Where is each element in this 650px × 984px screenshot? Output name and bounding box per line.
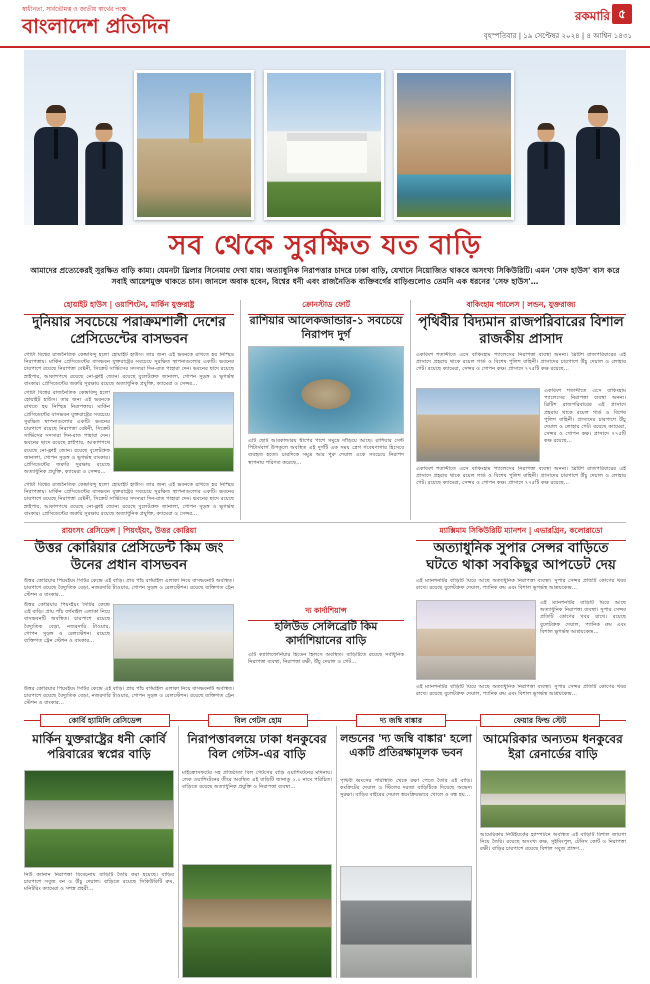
hero-illustration (24, 50, 626, 225)
mansion-body: এই ম্যানশনটির বাড়িটি ঘিরে আছে অত্যাধুনিক নিরাপত্তা ব্যবস্থা। সুপার সেন্সর প্রতিটি কোণের খবর রাখে। রয়েছে বুলেটপ্রুফ দেয়াল, প্যানিক রুম এবং বিশাল ভূগর্ভস্থ আশ্রয়কেন্দ্র… (416, 578, 626, 592)
buckingham-palace-photo (416, 388, 540, 462)
white-house-body-continued: গোটা বিশ্বের রাজনৈতিক কেন্দ্রবিন্দু হলো হোয়াইট হাউস। তার জন্য এই ভবনকে রাখতে হয় নিশ্ছিদ্র নিরাপত্তায়। মার্কিন প্রেসিডেন্টের বাসভবন যুক্তরাষ্ট্রের সবচেয়ে সুরক্ষিত স্থাপনাগুলোর একটি। ভবনের চারপাশে রয়েছে নিরাপত্তা বেষ্টনী, সিক্রেট সার্ভিসের সদস্যরা দিন-রাত পাহারা দেন। ভবনের ছাদে রয়েছে স্নাইপার, আকাশপথে রয়েছে নো-ফ্লাই জোন। রয়েছে বুলেটপ্রুফ জানালা, গোপন সুড়ঙ্গ ও ভূগর্ভস্থ বাংকার। প্রেসিডেন্টের জরুরি সুরক্ষায় রয়েছে অত্যাধুনিক প্রযুক্তি, ক্যামেরা ও সেন্সর… (24, 390, 110, 476)
page-number: ৫ (612, 4, 632, 24)
logo-tagline: স্বাধীনতা, সার্বভৌমত্ব ও জাতীয় স্বার্থের পক্ষে (22, 6, 127, 13)
main-headline: সব থেকে সুরক্ষিত যত বাড়ি (168, 230, 482, 261)
kim-residence-body-end: উত্তর কোরিয়ার পিয়ংইয়ং সিটির কেন্দ্রে এই বাড়ি। প্রায় পাঁচ বর্গমাইল এলাকা নিয়ে বাসভবনটি অবস্থিত। চারপাশে রয়েছে বৈদ্যুতিক বেড়া, নজরদারি টাওয়ার, গোপন সুড়ঙ্গ ও রেলস্টেশন। রয়েছে ব্যক্তিগত ট্রেন স্টেশন ও বাংকার… (24, 686, 234, 707)
logo-text: বাংলাদেশ প্রতিদিন (22, 14, 170, 38)
kardashian-body: এটি ক্যালিফোর্নিয়ার হিডেন হিলসে অবস্থিত। বাড়িটিতে রয়েছে সর্বাধুনিক নিরাপত্তা ব্যবস্থা, নিরাপত্তা রক্ষী, উঁচু দেয়াল ও গেট… (248, 652, 404, 666)
security-guard-illustration (572, 105, 624, 225)
corey-label: কোর্বি হ্যামিলি রেসিডেন্স (40, 714, 170, 727)
kronstadt-heading[interactable]: রাশিয়ার আলেকজান্ডার-১ সবচেয়ে নিরাপদ দুর্গ (249, 314, 403, 341)
kim-residence-body: উত্তর কোরিয়ার পিয়ংইয়ং সিটির কেন্দ্রে এই বাড়ি। প্রায় পাঁচ বর্গমাইল এলাকা নিয়ে বাসভবনটি অবস্থিত। চারপাশে রয়েছে বৈদ্যুতিক বেড়া, নজরদারি টাওয়ার, গোপন সুড়ঙ্গ ও রেলস্টেশন। রয়েছে ব্যক্তিগত ট্রেন স্টেশন ও বাংকার… (24, 578, 234, 599)
kardashian-kicker: দ্য কার্দাশিয়ান্স (248, 606, 404, 621)
security-mansion-photo (416, 600, 536, 680)
fair-field-heading[interactable]: আমেরিকার অন্যতম ধনকুবের ইরা রেনার্ডের বাড়ি (483, 732, 623, 761)
white-house-body: গোটা বিশ্বের রাজনৈতিক কেন্দ্রবিন্দু হলো হোয়াইট হাউস। তার জন্য এই ভবনকে রাখতে হয় নিশ্ছিদ্র নিরাপত্তায়। মার্কিন প্রেসিডেন্টের বাসভবন যুক্তরাষ্ট্রের সবচেয়ে সুরক্ষিত স্থাপনাগুলোর একটি। ভবনের চারপাশে রয়েছে নিরাপত্তা বেষ্টনী, সিক্রেট সার্ভিসের সদস্যরা দিন-রাত পাহারা দেন। ভবনের ছাদে রয়েছে স্নাইপার, আকাশপথে রয়েছে নো-ফ্লাই জোন। রয়েছে বুলেটপ্রুফ জানালা, গোপন সুড়ঙ্গ ও ভূগর্ভস্থ বাংকার। প্রেসিডেন্টের জরুরি সুরক্ষায় রয়েছে অত্যাধুনিক প্রযুক্তি, ক্যামেরা ও সেন্সর… (24, 352, 234, 387)
section-name: রকমারি (574, 9, 610, 23)
fair-field-label: ফেয়ার ফিল্ড স্টেট (480, 714, 600, 727)
mansion-body-end: এই ম্যানশনটির বাড়িটি ঘিরে আছে অত্যাধুনিক নিরাপত্তা ব্যবস্থা। সুপার সেন্সর প্রতিটি কোণের খবর রাখে। রয়েছে বুলেটপ্রুফ দেয়াল, প্যানিক রুম এবং বিশাল ভূগর্ভস্থ আশ্রয়কেন্দ্র… (416, 684, 626, 698)
row-divider (24, 522, 626, 523)
white-house-kicker: হোয়াইট হাউস | ওয়াশিংটন, মার্কিন যুক্তরাষ্ট্র (24, 300, 234, 315)
bunker-label: দ্য জম্বি বাঙ্কার (356, 714, 446, 727)
column-divider (178, 726, 179, 978)
white-house-photo (113, 392, 234, 472)
dateline: বৃহস্পতিবার | ১৯ সেপ্টেম্বর ২০২৪ | ৪ আশ্বিন ১৪৩১ (483, 32, 632, 40)
newspaper-logo[interactable] (22, 6, 172, 40)
kim-residence-heading[interactable]: উত্তর কোরিয়ার প্রেসিডেন্ট কিম জং উনের প্রধান বাসভবন (34, 540, 224, 573)
kronstadt-fort-photo (248, 346, 404, 434)
kim-residence-kicker: রায়ংসং রেসিডেন্স | পিয়ংইয়ং, উত্তর কোরিয়া (24, 526, 234, 541)
masthead (0, 0, 650, 48)
buckingham-body: একবিংশ শতাব্দীতে এসে বাকিংহাম প্যালেসের নিরাপত্তা ব্যবস্থা অনন্য। ব্রিটিশ রাজপরিবারের এই প্রাসাদে প্রহরায় থাকে রয়েল গার্ড ও বিশেষ পুলিশ বাহিনী। প্রাসাদের চারপাশে উঁচু দেয়াল ও লোহার গেট। রয়েছে ক্যামেরা, সেন্সর ও গোপন কক্ষ। প্রাসাদে ৭৭৫টি কক্ষ রয়েছে… (416, 352, 626, 373)
zombie-bunker-photo (340, 866, 472, 978)
gates-heading[interactable]: নিরাপত্তাবলয়ে ঢাকা ধনকুবের বিল গেটস-এর বাড়ি (187, 732, 327, 761)
gates-body: মাইক্রোসফটের সহ প্রতিষ্ঠাতা বিল গেটসের বাড়ি ওয়াশিংটনের মদিনায়। লেক ওয়াশিংটনের তীরে অবস্থিত এই বাড়িটি জানাডু ২.০ নামে পরিচিত। বাড়িতে রয়েছে অত্যাধুনিক প্রযুক্তি ও নিরাপত্তা ব্যবস্থা… (182, 770, 332, 791)
kardashian-heading[interactable]: হলিউড সেলিব্রেটি কিম কার্দাশিয়ানের বাড়ি (274, 620, 378, 647)
buckingham-body-side: একবিংশ শতাব্দীতে এসে বাকিংহাম প্যালেসের নিরাপত্তা ব্যবস্থা অনন্য। ব্রিটিশ রাজপরিবারের এই প্রাসাদে প্রহরায় থাকে রয়েল গার্ড ও বিশেষ পুলিশ বাহিনী। প্রাসাদের চারপাশে উঁচু দেয়াল ও লোহার গেট। রয়েছে ক্যামেরা, সেন্সর ও গোপন কক্ষ। প্রাসাদে ৭৭৫টি কক্ষ রয়েছে… (544, 388, 626, 445)
white-house-body-end: গোটা বিশ্বের রাজনৈতিক কেন্দ্রবিন্দু হলো হোয়াইট হাউস। তার জন্য এই ভবনকে রাখতে হয় নিশ্ছিদ্র নিরাপত্তায়। মার্কিন প্রেসিডেন্টের বাসভবন যুক্তরাষ্ট্রের সবচেয়ে সুরক্ষিত স্থাপনাগুলোর একটি। ভবনের চারপাশে রয়েছে নিরাপত্তা বেষ্টনী, সিক্রেট সার্ভিসের সদস্যরা দিন-রাত পাহারা দেন। ভবনের ছাদে রয়েছে স্নাইপার, আকাশপথে রয়েছে নো-ফ্লাই জোন। রয়েছে বুলেটপ্রুফ জানালা, গোপন সুড়ঙ্গ ও ভূগর্ভস্থ বাংকার। প্রেসিডেন্টের জরুরি সুরক্ষায় রয়েছে অত্যাধুনিক প্রযুক্তি, ক্যামেরা ও সেন্সর… (24, 482, 234, 517)
white-house-photo (264, 70, 384, 220)
buckingham-kicker: বাকিংহাম প্যালেস | লন্ডন, যুক্তরাজ্য (416, 300, 626, 315)
column-divider (240, 300, 241, 520)
column-divider (336, 726, 337, 978)
security-guard-illustration (30, 105, 82, 225)
corey-body: নিউ ক্যানান নিরাপত্তা বিবেচনায় বাড়িটি তৈরি করা হয়েছে। বাড়ির চারপাশে সবুজ বন ও উঁচু দেয়াল। বাড়িতে রয়েছে সিকিউরিটি রুম, মনিটরিং ক্যামেরা ও সশস্ত্র প্রহরী… (24, 872, 174, 893)
kronstadt-kicker: ক্রোনস্টাড ফোর্ট (248, 300, 404, 315)
fair-field-body: আমেরিকার নিউইয়র্কের হ্যাম্পটনে অবস্থিত এই বাড়িটি বিশাল জায়গা নিয়ে তৈরি। রয়েছে অসংখ্য কক্ষ, সুইমিংপুল, টেনিস কোর্ট ও নিরাপত্তা রক্ষী। বাড়ির চারপাশে রয়েছে বিশাল সবুজ প্রাঙ্গণ… (480, 832, 626, 853)
mansion-body-right: এই ম্যানশনটির বাড়িটি ঘিরে আছে অত্যাধুনিক নিরাপত্তা ব্যবস্থা। সুপার সেন্সর প্রতিটি কোণের খবর রাখে। রয়েছে বুলেটপ্রুফ দেয়াল, প্যানিক রুম এবং বিশাল ভূগর্ভস্থ আশ্রয়কেন্দ্র… (540, 600, 626, 635)
fair-field-estate-photo (480, 770, 626, 828)
bunker-heading[interactable]: লন্ডনের 'দ্য জম্বি বাঙ্কার' হলো একটি প্রতিরক্ষামূলক ভবন (340, 732, 472, 759)
column-divider (410, 300, 411, 520)
column-divider (476, 726, 477, 978)
white-house-heading[interactable]: দুনিয়ার সবচেয়ে পরাক্রমশালী দেশের প্রেসিডেন্টের বাসভবন (32, 314, 226, 347)
intro-paragraph: আমাদের প্রত্যেকেরই সুরক্ষিত বাড়ি কাম্য। যেমনটা থ্রিলার সিনেমায় দেখা যায়। অত্যাধুনিক নিরাপত্তার চাদরে ঢাকা বাড়ি, যেখানে নিয়োজিত থাকবে অসংখ্য সিকিউরিটি। এমন 'সেফ হাউস' বাস করে সবাই আয়েশমুক্ত থাকতে চান। জানলে অবাক হবেন, বিশ্বের ধনী এবং রাজনৈতিক ব্যক্তিবর্গের বাড়িগুলোও তেমনি এক ধরনের 'সেফ হাউস'… (30, 266, 620, 286)
bill-gates-home-photo (182, 864, 332, 978)
bunker-body: পৃথিবী ধ্বংসের পরিস্থিতি থেকে রক্ষা পেতে তৈরি এই বাড়ি। কংক্রিটের দেয়াল ও স্টিলের দরজা বাড়িটিকে দিয়েছে অভেদ্য সুরক্ষা। বাড়ির বাইরের দেয়াল স্বয়ংক্রিয়ভাবে খোলে ও বন্ধ হয়… (340, 778, 472, 799)
buckingham-heading[interactable]: পৃথিবীর বিদ্যমান রাজপরিবারের বিশাল রাজকীয় প্রাসাদ (418, 314, 624, 347)
gates-label: বিল গেটস হোম (208, 714, 308, 727)
buckingham-palace-photo (134, 70, 254, 220)
mansion-heading[interactable]: অত্যাধুনিক সুপার সেন্সর বাড়িতে ঘটতে থাকা সবকিছুর আপডেট দেয় (426, 540, 616, 573)
kim-residence-body-left: উত্তর কোরিয়ার পিয়ংইয়ং সিটির কেন্দ্রে এই বাড়ি। প্রায় পাঁচ বর্গমাইল এলাকা নিয়ে বাসভবনটি অবস্থিত। চারপাশে রয়েছে বৈদ্যুতিক বেড়া, নজরদারি টাওয়ার, গোপন সুড়ঙ্গ ও রেলস্টেশন। রয়েছে ব্যক্তিগত ট্রেন স্টেশন ও বাংকার… (24, 602, 110, 645)
mansion-kicker: ম্যাক্সিমাম সিকিউরিটি ম্যানশন | এভারগ্রিন, কলোরাডো (416, 526, 626, 541)
buckingham-body-end: একবিংশ শতাব্দীতে এসে বাকিংহাম প্যালেসের নিরাপত্তা ব্যবস্থা অনন্য। ব্রিটিশ রাজপরিবারের এই প্রাসাদে প্রহরায় থাকে রয়েল গার্ড ও বিশেষ পুলিশ বাহিনী। প্রাসাদের চারপাশে উঁচু দেয়াল ও লোহার গেট। রয়েছে ক্যামেরা, সেন্সর ও গোপন কক্ষ। প্রাসাদে ৭৭৫টি কক্ষ রয়েছে… (416, 466, 626, 487)
security-guard-illustration (82, 123, 126, 225)
mansion-photo (394, 70, 514, 220)
kim-residence-photo (113, 604, 234, 682)
security-guard-illustration (524, 123, 568, 225)
corey-heading[interactable]: মার্কিন যুক্তরাষ্ট্রের ধনী কোর্বি পরিবারের স্বপ্নের বাড়ি (32, 732, 166, 761)
corey-residence-photo (24, 770, 174, 868)
kronstadt-body: এটি ছোট আরকান্ডারয় দ্বীপের পাশে সমুদ্রে দাঁড়িয়ে আছে। রাশিয়ার সেন্ট পিটার্সবার্গ উপকূলে অবস্থিত এই দুর্গটি এক সময় প্লেগ গবেষণাগার হিসেবে ব্যবহৃত হতো। চারদিকে সমুদ্র আর পুরু দেয়াল একে সবচেয়ে নিরাপদ স্থাপনায় পরিণত করেছে… (248, 438, 404, 466)
